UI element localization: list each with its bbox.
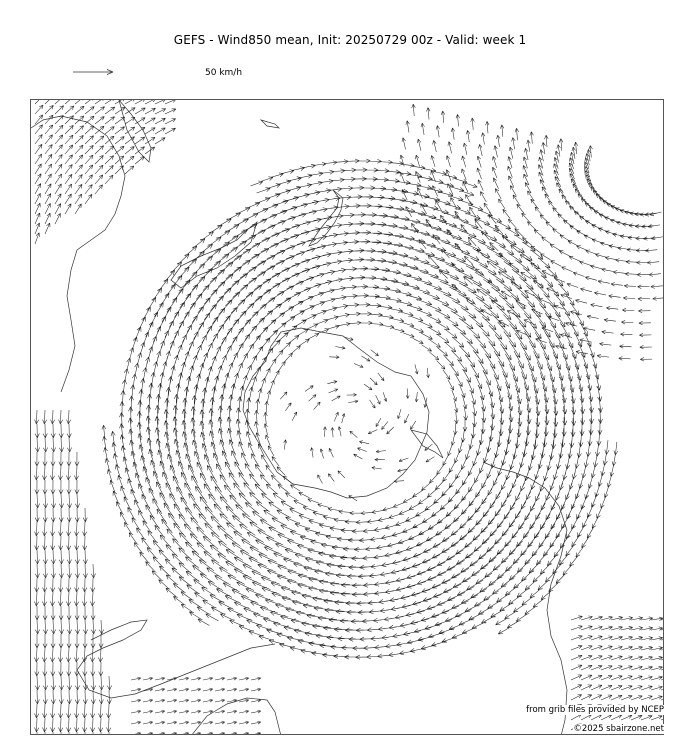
coast-lower-center [191, 698, 281, 735]
wind-scale-legend [72, 64, 312, 84]
map-canvas [31, 100, 664, 735]
coast-antarctica [243, 328, 429, 498]
scale-label: 50 km/h [205, 68, 243, 78]
coast-indian-island [261, 120, 279, 128]
coast-lower-left [77, 620, 275, 698]
coast-antarctic-peninsula [411, 430, 443, 458]
credit-copyright: ©2025 sbairzone.net [573, 724, 664, 734]
wind-arrows [34, 100, 664, 735]
wind-vectors [34, 100, 664, 735]
scale-arrow-icon [72, 66, 122, 78]
credit-source: from grib files provided by NCEP [526, 705, 664, 715]
coast-southern-africa [31, 116, 125, 392]
map-title: GEFS - Wind850 mean, Init: 20250729 00z - Valid: week 1 [173, 33, 527, 47]
wind-map[interactable] [30, 99, 664, 735]
